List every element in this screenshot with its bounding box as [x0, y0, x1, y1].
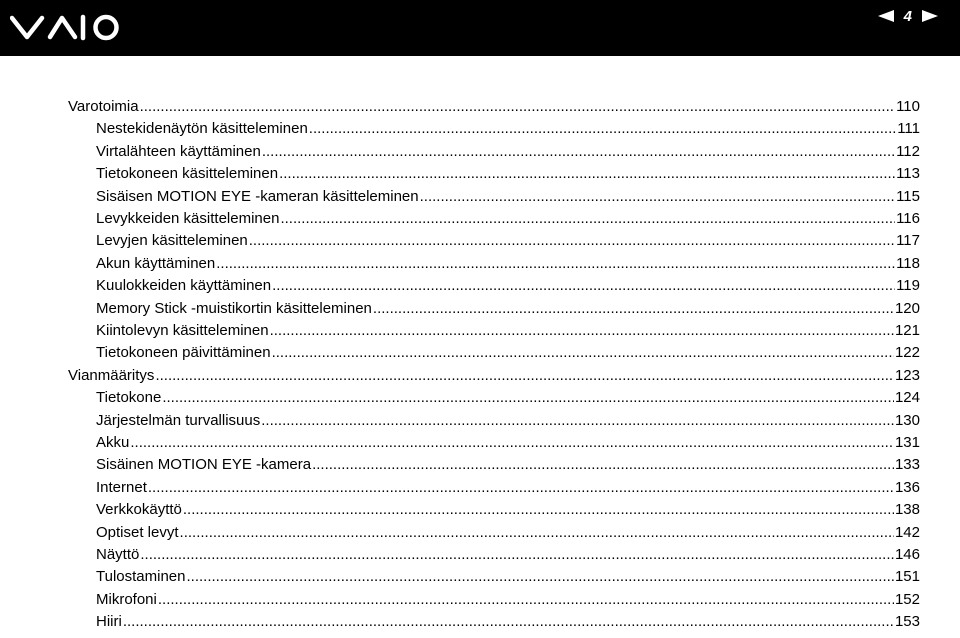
- page-number: 4: [903, 7, 912, 25]
- toc-entry-title[interactable]: Akun käyttäminen: [96, 254, 216, 272]
- toc-entry[interactable]: [68, 96, 920, 116]
- toc-entry-title[interactable]: Varotoimia: [68, 98, 139, 115]
- toc-entry-page[interactable]: 115: [896, 187, 920, 205]
- left-arrow-icon[interactable]: [878, 10, 894, 22]
- toc-entry-page[interactable]: 111: [897, 120, 920, 138]
- toc-entry-page[interactable]: 138: [894, 501, 920, 519]
- toc-entry[interactable]: [96, 544, 920, 564]
- toc-entry-title[interactable]: Levykkeiden käsitteleminen: [96, 210, 280, 227]
- vaio-logo: [10, 10, 122, 44]
- toc-entry[interactable]: [96, 477, 920, 497]
- page-header: [0, 0, 960, 56]
- toc-entry-page[interactable]: 151: [894, 568, 920, 586]
- toc-entry-title[interactable]: Sisäisen MOTION EYE -kameran käsitteleminen: [96, 187, 419, 205]
- right-arrow-icon[interactable]: [922, 10, 938, 22]
- toc-entry-page[interactable]: 118: [896, 254, 920, 272]
- toc-entry-page[interactable]: 130: [894, 411, 920, 429]
- toc-leader-dots: [130, 434, 894, 452]
- page-navigation: [878, 6, 938, 26]
- toc-leader-dots: [309, 120, 896, 138]
- toc-entry-page[interactable]: 122: [894, 344, 920, 362]
- toc-entry-page[interactable]: 142: [894, 523, 920, 541]
- toc-leader-dots: [262, 143, 895, 161]
- toc-entry-title[interactable]: Näyttö: [96, 546, 140, 563]
- toc-entry-title[interactable]: Hiiri: [96, 613, 122, 631]
- toc-leader-dots: [270, 322, 894, 340]
- toc-leader-dots: [148, 479, 894, 497]
- toc-entry-title[interactable]: Kuulokkeiden käyttäminen: [96, 277, 272, 295]
- toc-leader-dots: [180, 524, 894, 542]
- toc-entry[interactable]: [96, 298, 920, 318]
- toc-entry-title[interactable]: Levyjen käsitteleminen: [96, 232, 248, 250]
- toc-entry-title[interactable]: Tietokoneen käsitteleminen: [96, 165, 279, 183]
- toc-entry[interactable]: [96, 566, 920, 586]
- toc-entry[interactable]: [96, 163, 920, 183]
- toc-entry-title[interactable]: Internet: [96, 478, 147, 496]
- toc-entry-title[interactable]: Tietokoneen päivittäminen: [96, 344, 271, 362]
- toc-entry[interactable]: [96, 320, 920, 340]
- toc-entry-page[interactable]: 121: [894, 322, 920, 339]
- toc-leader-dots: [261, 412, 894, 430]
- toc-entry[interactable]: [96, 522, 920, 542]
- toc-entry-title[interactable]: Tulostaminen: [96, 568, 186, 586]
- toc-leader-dots: [272, 277, 895, 295]
- toc-entry-title[interactable]: Virtalähteen käyttäminen: [96, 142, 261, 160]
- toc-entry[interactable]: [96, 454, 920, 474]
- toc-leader-dots: [420, 188, 895, 206]
- toc-leader-dots: [140, 98, 895, 116]
- toc-leader-dots: [155, 367, 894, 385]
- toc-entry[interactable]: [96, 186, 920, 206]
- toc-entry-page[interactable]: 131: [894, 434, 920, 451]
- toc-entry[interactable]: [96, 432, 920, 452]
- toc-entry-title[interactable]: Akku: [96, 434, 130, 451]
- toc-leader-dots: [249, 232, 895, 250]
- toc-entry-title[interactable]: Mikrofoni: [96, 590, 157, 608]
- toc-leader-dots: [158, 591, 894, 609]
- toc-entry-page[interactable]: 116: [896, 210, 920, 227]
- toc-entry[interactable]: [96, 253, 920, 273]
- toc-entry[interactable]: [96, 387, 920, 407]
- toc-entry[interactable]: [96, 589, 920, 609]
- toc-leader-dots: [187, 568, 894, 586]
- toc-entry-page[interactable]: 124: [894, 389, 920, 407]
- toc-entry-page[interactable]: 152: [894, 590, 920, 608]
- toc-entry-title[interactable]: Kiintolevyn käsitteleminen: [96, 322, 269, 339]
- toc-entry-title[interactable]: Vianmääritys: [68, 366, 155, 384]
- toc-entry-title[interactable]: Nestekidenäytön käsitteleminen: [96, 120, 308, 138]
- toc-entry-title[interactable]: Optiset levyt: [96, 523, 179, 541]
- toc-leader-dots: [279, 165, 895, 183]
- toc-entry-page[interactable]: 133: [894, 456, 920, 474]
- toc-entry[interactable]: [96, 141, 920, 161]
- toc-leader-dots: [140, 546, 894, 564]
- toc-entry-title[interactable]: Järjestelmän turvallisuus: [96, 411, 261, 429]
- toc-leader-dots: [373, 300, 894, 318]
- toc-entry-page[interactable]: 110: [896, 98, 920, 115]
- toc-entry-title[interactable]: Verkkokäyttö: [96, 501, 182, 519]
- toc-entry-page[interactable]: 113: [896, 165, 920, 183]
- toc-entry-page[interactable]: 120: [894, 299, 920, 317]
- toc-entry[interactable]: [96, 275, 920, 295]
- toc-entry-page[interactable]: 153: [894, 613, 920, 631]
- toc-entry[interactable]: [96, 208, 920, 228]
- toc-entry-page[interactable]: 123: [894, 366, 920, 384]
- toc-leader-dots: [216, 255, 895, 273]
- toc-entry[interactable]: [96, 410, 920, 430]
- toc-entry[interactable]: [96, 342, 920, 362]
- toc-entry-page[interactable]: 136: [894, 478, 920, 496]
- toc-entry-title[interactable]: Tietokone: [96, 389, 162, 407]
- toc-entry-page[interactable]: 119: [896, 277, 920, 295]
- toc-entry[interactable]: [68, 365, 920, 385]
- toc-entry-title[interactable]: Memory Stick -muistikortin käsitteleminen: [96, 299, 372, 317]
- toc-entry-page[interactable]: 117: [896, 232, 920, 250]
- toc-leader-dots: [312, 456, 894, 474]
- toc-entry[interactable]: [96, 118, 920, 138]
- toc-leader-dots: [123, 613, 894, 631]
- toc-leader-dots: [162, 389, 894, 407]
- toc-leader-dots: [183, 501, 894, 519]
- toc-leader-dots: [280, 210, 895, 228]
- toc-entry-title[interactable]: Sisäinen MOTION EYE -kamera: [96, 456, 312, 474]
- toc-entry-page[interactable]: 146: [894, 546, 920, 563]
- toc-entry[interactable]: [96, 611, 920, 631]
- toc-entry-page[interactable]: 112: [896, 142, 920, 160]
- toc-entry[interactable]: [96, 230, 920, 250]
- toc-leader-dots: [272, 344, 894, 362]
- toc-entry[interactable]: [96, 499, 920, 519]
